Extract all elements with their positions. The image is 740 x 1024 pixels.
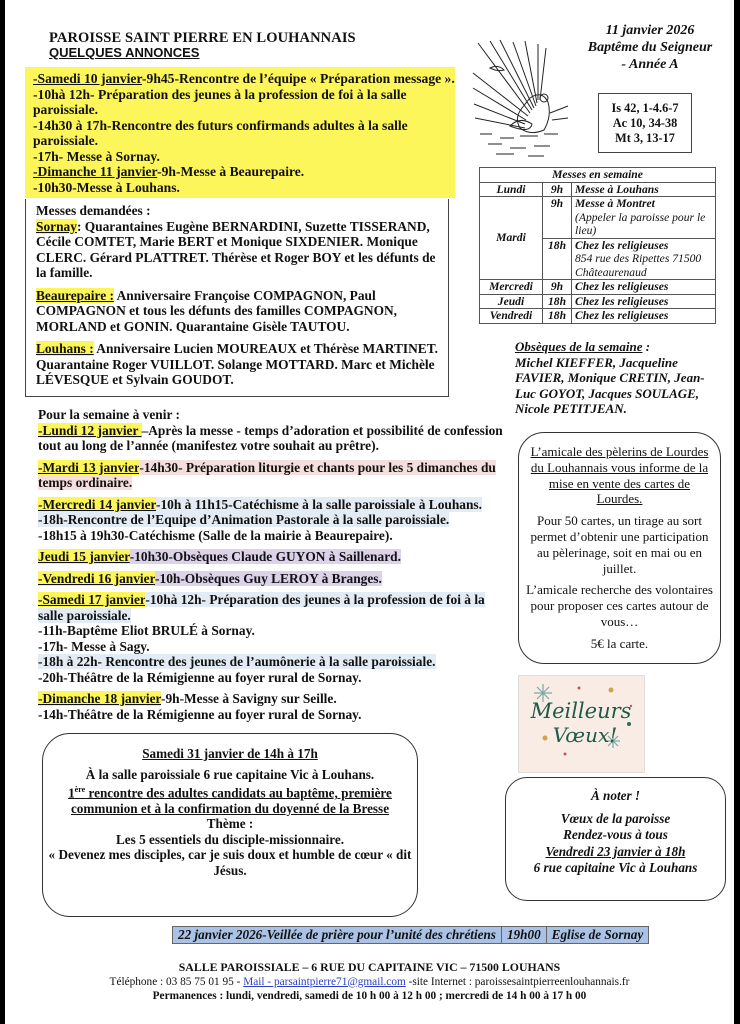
weekend-text: -9h-Messe à Beaurepaire. — [157, 164, 305, 179]
group-text: Anniversaire Françoise COMPAGNON, Paul COMPAGNON et tous les défunts des familles COMPAGNON, MORLAND et GONIN. Quarantaine Gisèle TAUTOU. — [36, 287, 398, 334]
place-label: Beaurepaire : — [36, 287, 114, 303]
week-day-block — [38, 571, 508, 587]
hour-cell: 9h — [543, 280, 572, 295]
note-date: Vendredi 23 janvier à 18h — [545, 843, 686, 859]
day-cell: Vendredi — [480, 309, 543, 324]
funerals-names: Michel KIEFFER, Jacqueline FAVIER, Monique CRETIN, Jean-Luc GOYOT, Jacques SOULAGE, Nicole PETITJEAN. — [515, 354, 705, 416]
week-ahead-title: Pour la semaine à venir : — [38, 407, 180, 422]
note-box — [505, 777, 726, 901]
place-label: Sornay — [36, 218, 77, 234]
reading: Ac 10, 34-38 — [612, 116, 678, 130]
week-day-block — [38, 423, 508, 454]
day-text: -10h30-Obsèques Claude GUYON à Saillenard. — [129, 549, 401, 564]
vigil-text: 22 janvier 2026-Veillée de prière pour l’unité des chrétiens — [173, 927, 502, 944]
place-cell: Chez les religieuses — [572, 309, 716, 324]
place-label: Louhans : — [36, 341, 94, 356]
day-line: -20h-Théâtre de la Rémigienne au foyer rural de Sornay. — [38, 669, 362, 685]
table-row — [480, 182, 716, 197]
footer-contact — [5, 975, 734, 990]
lourdes-price: 5€ la carte. — [590, 635, 649, 651]
group-text: Quarantaines Eugène BERNARDINI, Suzette TISSERAND, Cécile COMTET, Marie BERT et Monique SIXDENIER. Monique CLERC. Gérard PLATTRET. Thérèse et Roger BOY et les défunts de la famille. — [36, 218, 436, 280]
day-date: Jeudi 15 janvier — [38, 549, 130, 564]
weekend-text: -9h45-Rencontre de l’équipe « Préparation message ». — [142, 71, 455, 86]
place-name: Messe à Montret — [575, 197, 655, 210]
group-text: Anniversaire Lucien MOUREAUX et Thérèse MARTINET. Quarantaine Roger VUILLOT. Solange MOTTARD. Marc et Michèle LÉVESQUE et Sylvain GOUDOT. — [36, 341, 439, 387]
day-line: -11h-Baptême Eliot BRULÉ à Sornay. — [38, 623, 255, 638]
best-wishes-line2: Vœux! — [552, 723, 618, 747]
liturgy-feast: Baptême du Seigneur — [587, 40, 713, 55]
day-text: -10h à 11h15-Catéchisme à la salle paroissiale à Louhans. — [156, 496, 482, 512]
theme-label: Thème : — [206, 816, 254, 832]
hour-cell: 18h — [543, 309, 572, 324]
day-date: -Vendredi 16 janvier — [38, 570, 156, 586]
liturgy-heading — [550, 22, 740, 73]
weekend-line: -17h- Messe à Sornay. — [33, 148, 160, 164]
footer-website: -site Internet : paroissesaintpierreenlouhannais.fr — [405, 975, 630, 988]
day-date: -Samedi 17 janvier — [38, 592, 146, 607]
weekend-schedule — [25, 67, 455, 198]
day-text: -10h-Obsèques Guy LEROY à Branges. — [155, 570, 382, 586]
place-note: 854 rue des Ripettes 71500 Châteaurenaud — [575, 252, 702, 279]
funerals-colon: : — [642, 339, 651, 354]
week-day-block — [38, 460, 508, 491]
ordinal: 1 — [68, 785, 75, 801]
table-row — [480, 280, 716, 295]
day-date: -Mardi 13 janvier — [38, 459, 140, 475]
quote-text: « Devenez mes disciples, car je suis doux et humble de cœur « dit Jésus. — [48, 847, 412, 878]
day-text: -14h30- Préparation liturgie et chants pour les 5 dimanches du temps ordinaire. — [38, 459, 496, 490]
week-ahead — [38, 407, 508, 728]
footer-hours: Permanences : lundi, vendredi, samedi de 10 h 00 à 12 h 00 ; mercredi de 14 h 00 à 17 h 00 — [152, 990, 587, 1002]
weekend-date: -Samedi 10 janvier — [33, 71, 142, 86]
baptism-description — [43, 782, 417, 816]
vigil-time: 19h00 — [501, 927, 546, 944]
ordinal-suffix: ère — [74, 785, 86, 794]
day-cell: Mercredi — [480, 280, 543, 295]
day-date: -Mercredi 14 janvier — [38, 496, 156, 512]
funerals-of-week — [515, 339, 725, 417]
day-text: -10hà 12h- Préparation des jeunes à la profession de foi à la salle paroissiale. — [38, 592, 485, 623]
weekend-date: -Dimanche 11 janvier — [33, 164, 158, 179]
readings-box — [598, 93, 692, 153]
weekend-line: -10hà 12h- Préparation des jeunes à la profession de foi à la salle paroissiale. — [33, 86, 407, 117]
day-text: –Après la messe - temps d’adoration et possibilité de confession tout au long de l’année (manifestez votre souhait au prêtre). — [38, 422, 503, 453]
week-day-block — [38, 549, 508, 565]
hour-cell: 18h — [543, 294, 572, 309]
requested-group — [36, 288, 438, 335]
prayer-vigil-bar — [172, 926, 649, 944]
place-cell: Messe à Louhans — [572, 182, 716, 197]
best-wishes-image — [518, 675, 645, 773]
note-address: 6 rue capitaine Vic à Louhans — [533, 860, 698, 875]
weekend-line — [33, 71, 455, 87]
day-line: -14h-Théâtre de la Rémigienne au foyer rural de Sornay. — [38, 706, 362, 722]
weekend-line: -14h30 à 17h-Rencontre des futurs confirmands adultes à la salle paroissiale. — [33, 117, 408, 148]
weekday-masses-table — [479, 167, 716, 324]
hour-cell: 9h — [543, 182, 572, 197]
reading: Is 42, 1-4.6-7 — [611, 101, 679, 115]
weekend-line — [33, 164, 455, 180]
note-title: À noter ! — [590, 788, 641, 803]
day-line: -18h à 22h- Rencontre des jeunes de l’aumônerie à la salle paroissiale. — [38, 654, 436, 669]
hour-cell: 18h — [543, 238, 572, 280]
baptism-date: Samedi 31 janvier de 14h à 17h — [142, 746, 318, 761]
day-line: -18h15 à 19h30-Catéchisme (Salle de la mairie à Beaurepaire). — [38, 527, 393, 543]
reading: Mt 3, 13-17 — [615, 131, 675, 145]
place-cell — [572, 197, 716, 239]
day-date: -Lundi 12 janvier — [38, 422, 142, 438]
week-day-block — [38, 497, 508, 544]
place-name: Chez les religieuses — [575, 238, 669, 252]
table-row — [480, 197, 716, 239]
theme-text: Les 5 essentiels du disciple-missionnaire. — [116, 831, 344, 847]
day-text: -9h-Messe à Savigny sur Seille. — [160, 691, 337, 706]
table-title: Messes en semaine — [480, 168, 716, 183]
week-day-block — [38, 691, 508, 722]
liturgy-year: - Année A — [621, 57, 679, 72]
adult-baptism-box — [42, 733, 418, 917]
requested-group — [36, 341, 438, 388]
hour-cell: 9h — [543, 197, 572, 239]
vigil-place: Eglise de Sornay — [546, 927, 649, 944]
baptism-desc-text: rencontre des adultes candidats au baptême, première communion et à la confirmation du doyenné de la Bresse — [70, 785, 392, 816]
note-line: Rendez-vous à tous — [563, 827, 668, 842]
day-cell: Jeudi — [480, 294, 543, 309]
lourdes-cards-box — [518, 432, 721, 664]
snowflake-decorations-icon — [519, 676, 644, 772]
place-cell: Chez les religieuses — [572, 294, 716, 309]
place-cell: Chez les religieuses — [572, 280, 716, 295]
liturgy-date: 11 janvier 2026 — [605, 23, 695, 38]
footer-mail-link[interactable]: Mail - parsaintpierre71@gmail.com — [243, 975, 406, 988]
weekend-line: -10h30-Messe à Louhans. — [33, 179, 180, 195]
footer-address: SALLE PAROISSIALE – 6 RUE DU CAPITAINE VIC – 71500 LOUHANS — [178, 960, 561, 974]
day-line: -17h- Messe à Sagy. — [38, 638, 150, 654]
baptism-location: À la salle paroissiale 6 rue capitaine Vic à Louhans. — [85, 766, 375, 782]
bulletin-page — [5, 0, 734, 1024]
separator: : — [76, 218, 82, 234]
requested-masses-title: Messes demandées : — [36, 203, 151, 218]
lourdes-text: Pour 50 cartes, un tirage au sort permet d’obtenir une participation au pèlerinage, soit en mai ou en juillet. — [530, 513, 709, 576]
lourdes-text: L’amicale recherche des volontaires pour proposer ces cartes autour de vous… — [526, 582, 713, 629]
day-cell: Lundi — [480, 182, 543, 197]
parish-name: PAROISSE SAINT PIERRE EN LOUHANNAIS — [49, 30, 356, 46]
requested-group — [36, 219, 438, 281]
place-note: (Appeler la paroisse pour le lieu) — [575, 210, 706, 237]
place-cell — [572, 238, 716, 280]
day-line: -18h-Rencontre de l’Equipe d’Animation Pastorale à la salle paroissiale. — [38, 512, 450, 527]
note-line: Vœux de la paroisse — [560, 810, 671, 826]
footer-phone: Téléphone : 03 85 75 01 95 - — [109, 975, 244, 988]
table-row — [480, 309, 716, 324]
announcements-heading: QUELQUES ANNONCES — [49, 45, 200, 60]
best-wishes-line1: Meilleurs — [530, 699, 632, 723]
requested-masses — [25, 199, 449, 397]
day-cell: Mardi — [480, 197, 543, 280]
week-day-block — [38, 592, 508, 685]
table-row — [480, 294, 716, 309]
lourdes-title: L’amicale des pèlerins de Lourdes du Louhannais vous informe de la mise en vente des cartes de Lourdes. — [530, 444, 709, 507]
day-date: -Dimanche 18 janvier — [38, 691, 161, 706]
footer — [5, 960, 734, 1004]
funerals-title: Obsèques de la semaine — [515, 339, 643, 354]
